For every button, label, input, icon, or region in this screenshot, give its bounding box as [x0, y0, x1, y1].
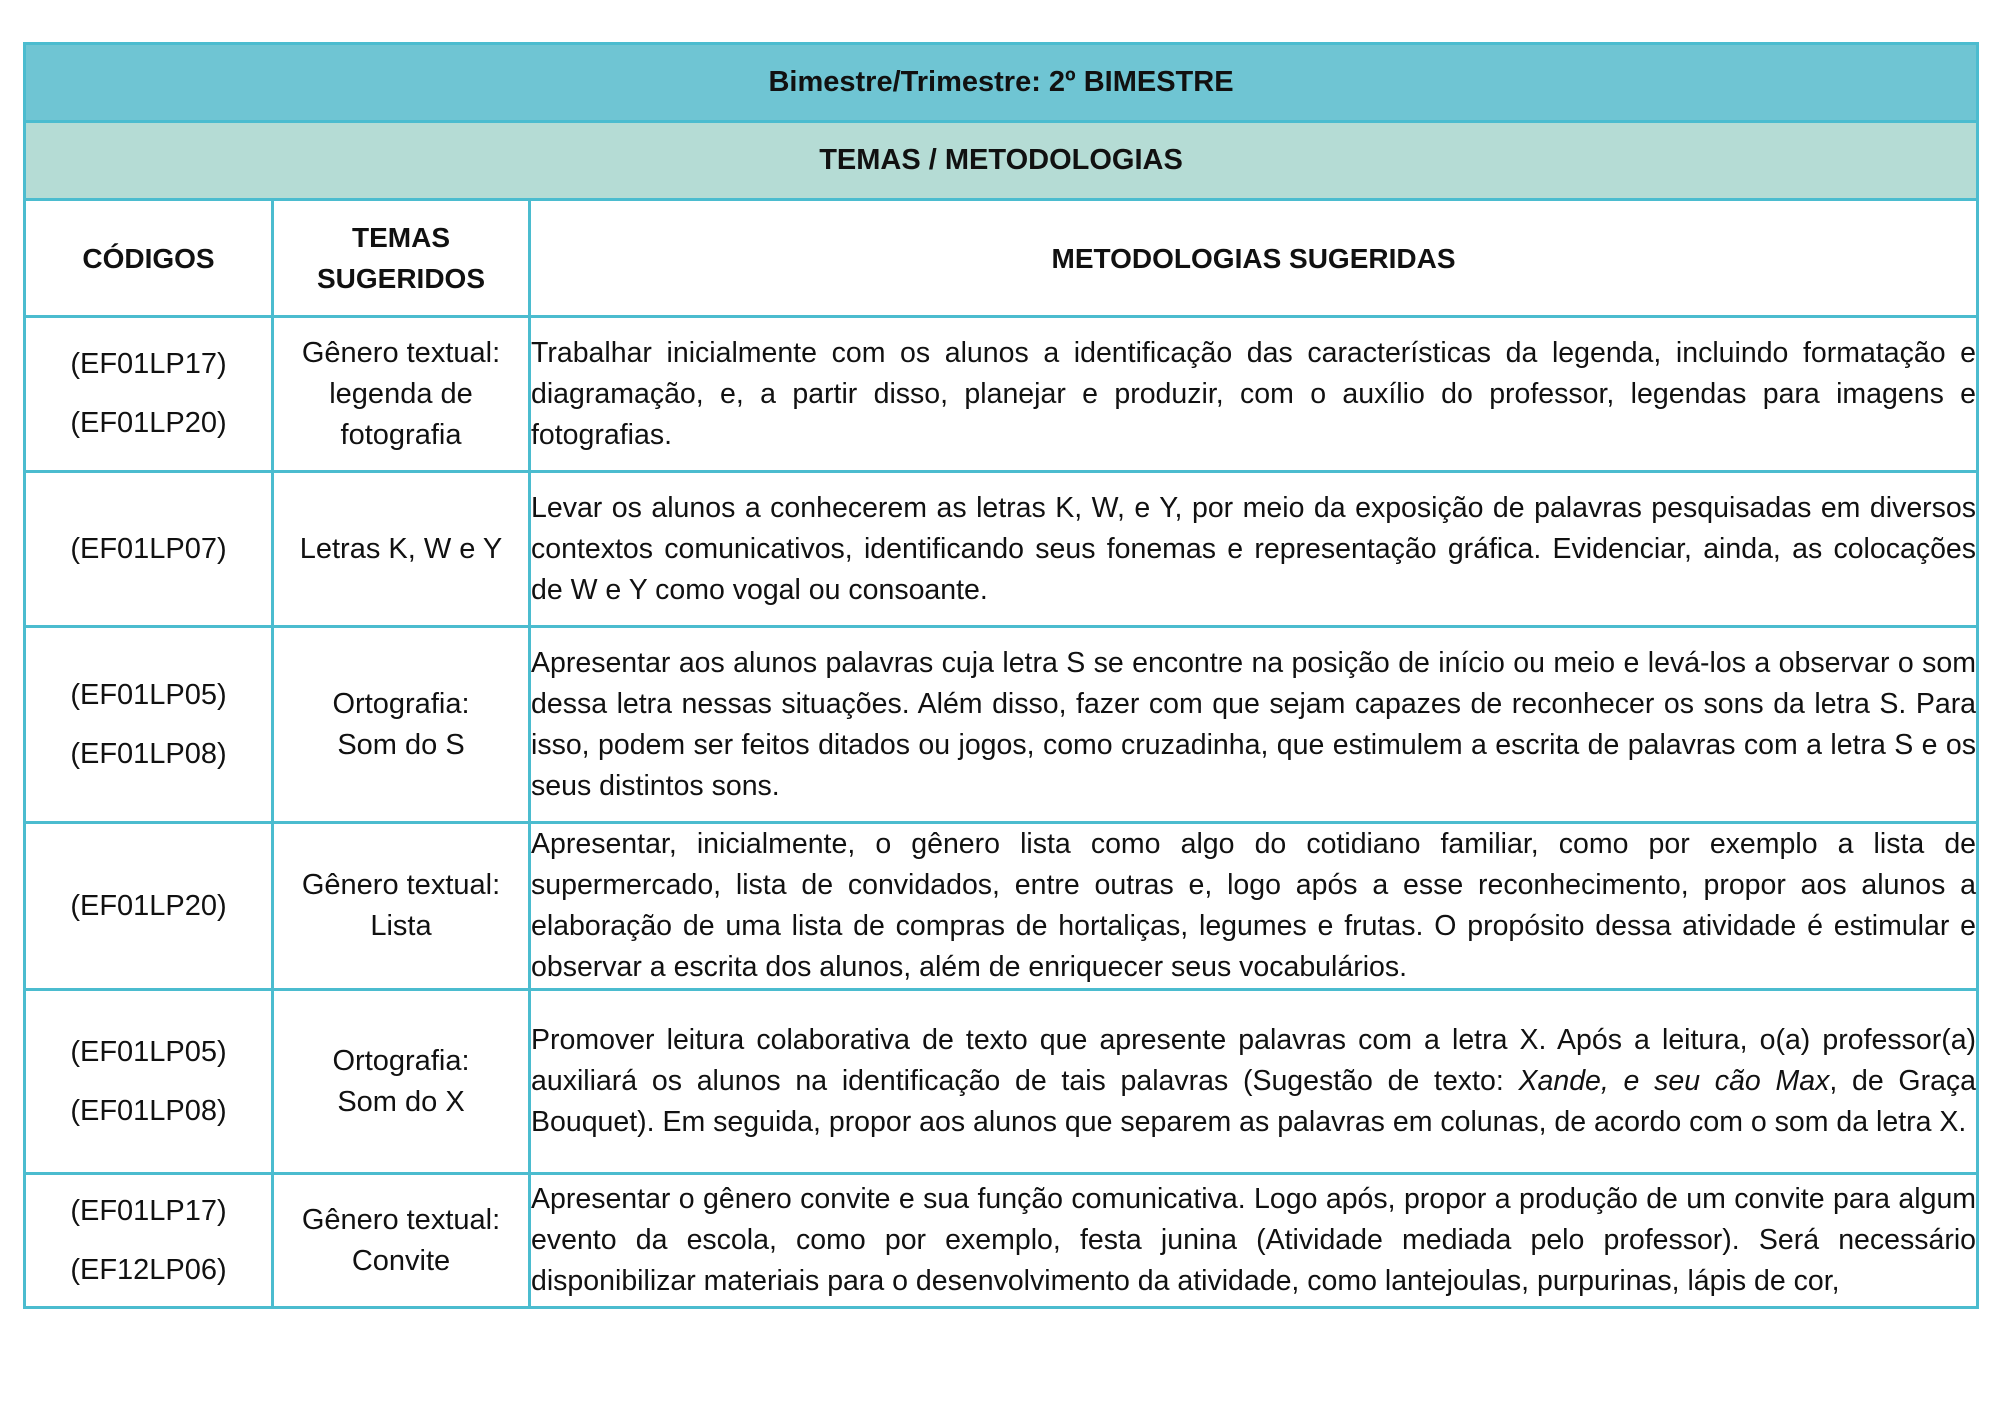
- table-row: [25, 990, 1978, 1174]
- code-label: (EF01LP05): [70, 1035, 227, 1068]
- method-text-after: , de Graça Bouquet). Em seguida, propor aos alunos que separem as palavras em colunas, de acordo com o som da letra X.: [531, 1065, 1977, 1138]
- codes-cell: [25, 1174, 273, 1308]
- codes-cell: [25, 472, 273, 627]
- codes-cell: [25, 627, 273, 823]
- table-row: [25, 472, 1978, 627]
- theme-cell: [273, 317, 530, 472]
- theme-text: Ortografia:: [332, 687, 470, 720]
- code-label: (EF01LP08): [70, 1094, 227, 1127]
- table-row: [25, 317, 1978, 472]
- method-text: [530, 990, 1978, 1174]
- title-row: [25, 44, 1978, 122]
- theme-cell: [273, 627, 530, 823]
- section-row: [25, 122, 1978, 200]
- code-label: (EF12LP06): [70, 1253, 227, 1286]
- planning-table: [23, 42, 1979, 1309]
- theme-text: Convite: [351, 1244, 451, 1277]
- column-header-themes-line2: SUGERIDOS: [316, 263, 486, 294]
- column-header-codes: CÓDIGOS: [25, 200, 273, 317]
- table-row: [25, 823, 1978, 990]
- theme-text: Gênero textual:: [301, 336, 501, 369]
- method-text-before: Promover leitura colaborativa de texto que apresente palavras com a letra X. Após a leitura, o(a) professor(a) auxiliará os alunos na identificação de tais palavras (Sugestão de texto:: [531, 1024, 1977, 1097]
- method-text: Levar os alunos a conhecerem as letras K, W, e Y, por meio da exposição de palavras pesquisadas em diversos contextos comunicativos, identificando seus fonemas e representação gráfica. Evidenciar, ainda, as colocações de W e Y como vogal ou consoante.: [530, 472, 1978, 627]
- code-label: (EF01LP17): [70, 1194, 227, 1227]
- theme-text: Ortografia:: [332, 1044, 470, 1077]
- code-label: (EF01LP17): [70, 348, 227, 380]
- column-header-themes-line1: TEMAS: [352, 222, 450, 253]
- code-label: (EF01LP20): [70, 889, 227, 922]
- method-text: Trabalhar inicialmente com os alunos a identificação das características da legenda, incluindo formatação e diagramação, e, a partir disso, planejar e produzir, com o auxílio do professor, legendas para imagens e fotografias.: [530, 317, 1978, 472]
- theme-text: Gênero textual:: [301, 1203, 501, 1236]
- theme-cell: [273, 472, 530, 627]
- theme-cell: [273, 990, 530, 1174]
- theme-cell: [273, 1174, 530, 1308]
- theme-cell: [273, 823, 530, 990]
- section-heading: TEMAS / METODOLOGIAS: [25, 122, 1978, 200]
- theme-text: Som do S: [337, 728, 465, 761]
- theme-text: fotografia: [340, 418, 462, 451]
- codes-cell: [25, 317, 273, 472]
- code-label: (EF01LP20): [70, 407, 227, 439]
- theme-text: Som do X: [337, 1085, 465, 1118]
- table-row: [25, 627, 1978, 823]
- book-title: Xande, e seu cão Max: [1518, 1065, 1830, 1097]
- method-text: Apresentar, inicialmente, o gênero lista como algo do cotidiano familiar, como por exemplo a lista de supermercado, lista de convidados, entre outras e, logo após a esse reconhecimento, propor aos alunos a elaboração de uma lista de compras de hortaliças, legumes e frutas. O propósito dessa atividade é estimular e observar a escrita dos alunos, além de enriquecer seus vocabulários.: [530, 823, 1978, 990]
- column-header-methods: METODOLOGIAS SUGERIDAS: [530, 200, 1978, 317]
- codes-cell: [25, 823, 273, 990]
- codes-cell: [25, 990, 273, 1174]
- code-label: (EF01LP08): [70, 737, 227, 770]
- theme-text: Lista: [370, 910, 432, 942]
- method-text: Apresentar o gênero convite e sua função comunicativa. Logo após, propor a produção de um convite para algum evento da escola, como por exemplo, festa junina (Atividade mediada pelo professor). Será necessário disponibilizar materiais para o desenvolvimento da atividade, como lantejoulas, purpurinas, lápis de cor,: [530, 1174, 1978, 1308]
- code-label: (EF01LP05): [70, 678, 227, 711]
- method-text: Apresentar aos alunos palavras cuja letra S se encontre na posição de início ou meio e levá-los a observar o som dessa letra nessas situações. Além disso, fazer com que sejam capazes de reconhecer os sons da letra S. Para isso, podem ser feitos ditados ou jogos, como cruzadinha, que estimulem a escrita de palavras com a letra S e os seus distintos sons.: [530, 627, 1978, 823]
- table-title: Bimestre/Trimestre: 2º BIMESTRE: [25, 44, 1978, 122]
- column-header-themes: [273, 200, 530, 317]
- column-header-row: [25, 200, 1978, 317]
- theme-text: Letras K, W e Y: [299, 532, 503, 565]
- theme-text: legenda de: [329, 377, 473, 410]
- table-row: [25, 1174, 1978, 1308]
- code-label: (EF01LP07): [70, 532, 227, 565]
- theme-text: Gênero textual:: [301, 869, 501, 901]
